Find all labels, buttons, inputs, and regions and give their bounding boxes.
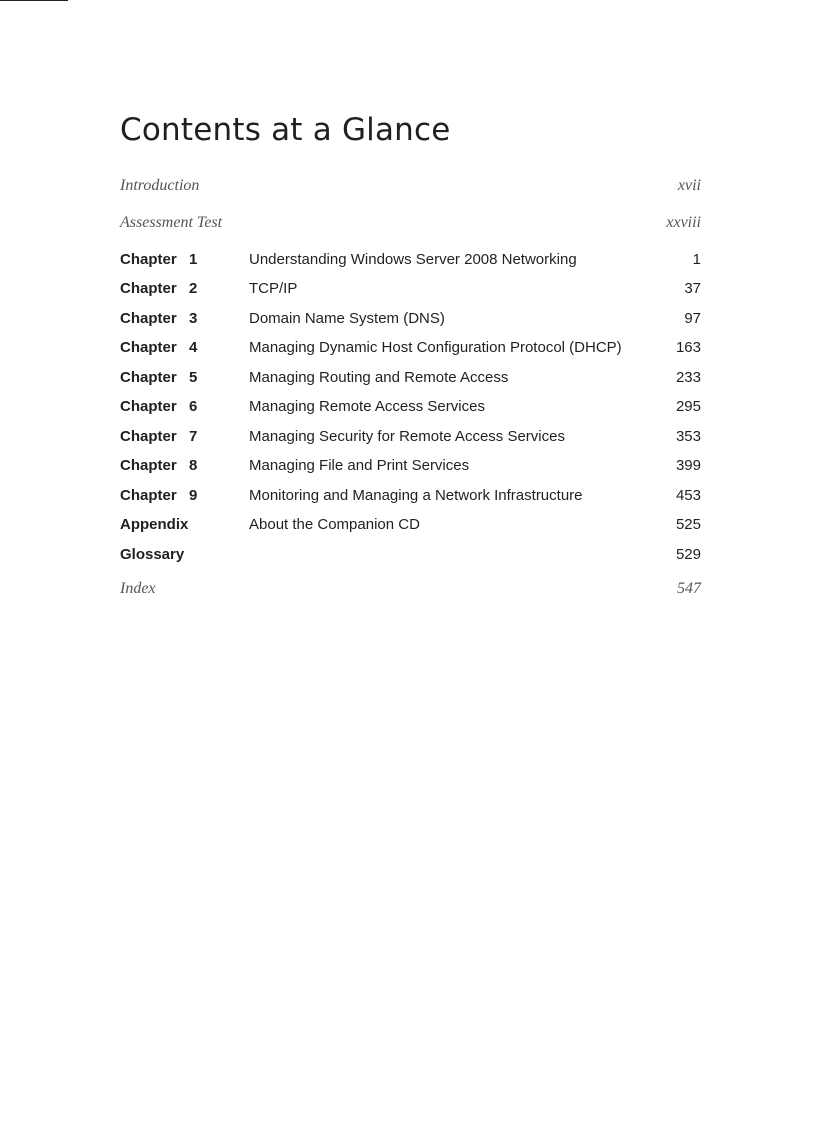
page-number: 353	[675, 428, 701, 445]
chapter-number: 6	[189, 398, 198, 415]
page-number: 1	[692, 251, 701, 268]
toc-row-glossary[interactable]	[120, 544, 701, 566]
chapter-title: TCP/IP	[249, 280, 298, 297]
page-number: 453	[675, 487, 701, 504]
chapter-number: 2	[189, 280, 198, 297]
toc-row-chapter-8[interactable]	[120, 455, 701, 477]
toc-row-chapter-4[interactable]	[120, 337, 701, 359]
chapter-number: 8	[189, 457, 198, 474]
corner-rule	[0, 0, 68, 1]
entry-label: Chapter	[120, 398, 177, 415]
page-title: Contents at a Glance	[120, 112, 451, 148]
chapter-number: 1	[189, 251, 198, 268]
page-number: 525	[675, 516, 701, 533]
toc-row-chapter-2[interactable]	[120, 278, 701, 300]
page-number: xvii	[677, 177, 701, 194]
entry-label: Appendix	[120, 516, 189, 533]
toc-row-chapter-1[interactable]	[120, 249, 701, 271]
entry-label: Assessment Test	[120, 214, 223, 231]
page-number: 529	[675, 546, 701, 563]
page-number: 37	[684, 280, 701, 297]
chapter-title: Domain Name System (DNS)	[249, 310, 445, 327]
toc-row-introduction[interactable]	[120, 175, 701, 197]
page-number: 547	[677, 580, 701, 597]
toc-row-chapter-7[interactable]	[120, 426, 701, 448]
entry-label: Chapter	[120, 310, 177, 327]
chapter-title: Managing Dynamic Host Configuration Protocol (DHCP)	[249, 339, 622, 356]
toc-row-chapter-5[interactable]	[120, 367, 701, 389]
chapter-title: Understanding Windows Server 2008 Networking	[249, 251, 577, 268]
entry-label: Chapter	[120, 339, 177, 356]
appendix-title: About the Companion CD	[249, 516, 420, 533]
page-number: 233	[675, 369, 701, 386]
chapter-title: Managing File and Print Services	[249, 457, 470, 474]
entry-label: Index	[120, 580, 156, 597]
toc-row-assessment-test[interactable]	[120, 212, 701, 234]
chapter-number: 4	[189, 339, 198, 356]
entry-label: Glossary	[120, 546, 185, 563]
page-number: 163	[675, 339, 701, 356]
chapter-number: 3	[189, 310, 198, 327]
toc-row-index[interactable]	[120, 578, 701, 600]
entry-label: Chapter	[120, 457, 177, 474]
chapter-title: Managing Remote Access Services	[249, 398, 485, 415]
toc-row-appendix[interactable]	[120, 514, 701, 536]
chapter-title: Managing Security for Remote Access Services	[249, 428, 565, 445]
entry-label: Chapter	[120, 251, 177, 268]
page-number: 399	[675, 457, 701, 474]
entry-label: Introduction	[120, 177, 200, 194]
entry-label: Chapter	[120, 428, 177, 445]
chapter-title: Monitoring and Managing a Network Infrastructure	[249, 487, 583, 504]
chapter-number: 7	[189, 428, 198, 445]
page-number: 295	[675, 398, 701, 415]
chapter-number: 9	[189, 487, 198, 504]
page-number: xxviii	[666, 214, 701, 231]
entry-label: Chapter	[120, 369, 177, 386]
toc-row-chapter-3[interactable]	[120, 308, 701, 330]
page-number: 97	[684, 310, 701, 327]
toc-row-chapter-9[interactable]	[120, 485, 701, 507]
entry-label: Chapter	[120, 280, 177, 297]
chapter-title: Managing Routing and Remote Access	[249, 369, 509, 386]
entry-label: Chapter	[120, 487, 177, 504]
chapter-number: 5	[189, 369, 198, 386]
toc-row-chapter-6[interactable]	[120, 396, 701, 418]
